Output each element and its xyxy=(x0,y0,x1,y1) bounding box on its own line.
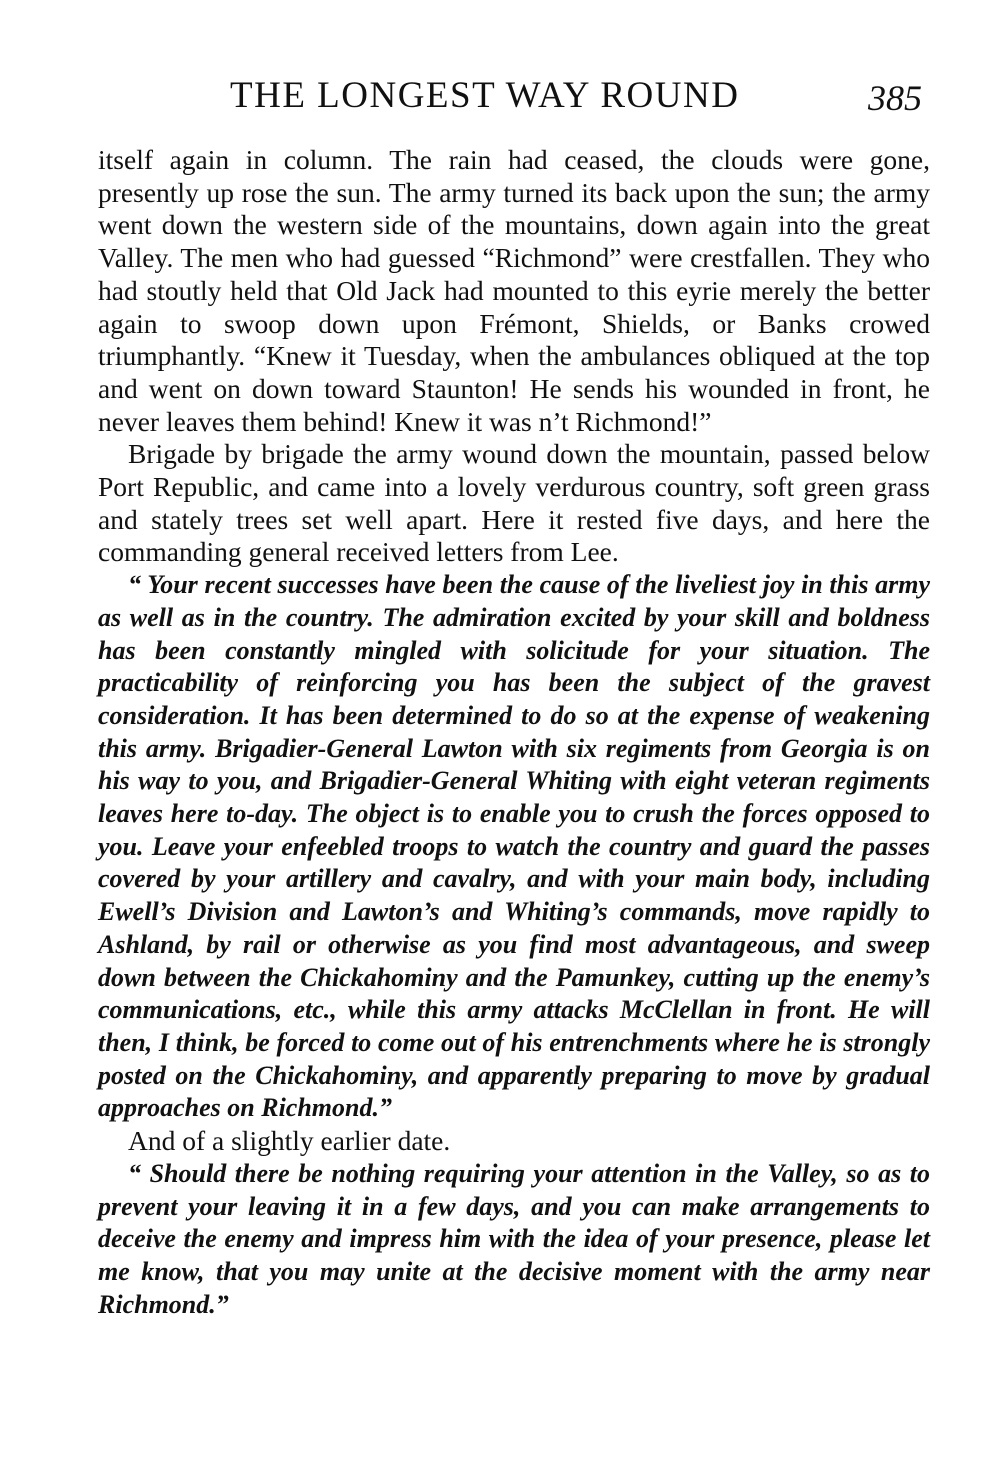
body-text xyxy=(98,144,930,1321)
paragraph-brigade-rest: Brigade by brigade the army wound down the mountain, passed below Port Republic, and came into a lovely verdurous country, soft green grass and stately trees set well apart. Here it rested five days, and here the commanding general received letters from Lee. xyxy=(98,438,930,568)
running-head xyxy=(98,70,930,122)
quoted-letter-lee-earlier: “ Should there be nothing requiring your attention in the Valley, so as to prevent your leaving it in a few days, and you can make arrangements to deceive the enemy and impress him with the idea of your presence, please let me know, that you may unite at the decisive moment with the army near Richmond.” xyxy=(98,1158,930,1319)
page-number: 385 xyxy=(868,78,922,118)
paragraph-earlier-date: And of a slightly earlier date. xyxy=(128,1125,451,1157)
book-page xyxy=(98,70,930,1321)
paragraph-march-down-mountain: itself again in column. The rain had ceased, the clouds were gone, presently up rose the sun. The army turned its back upon the sun; the army went down the western side of the mountains, down again into the great Valley. The men who had guessed “Richmond” were crestfallen. They who had stoutly held that Old Jack had mounted to this eyrie merely the better again to swoop down upon Frémont, Shields, or Banks crowed triumphantly. “Knew it Tuesday, when the ambulances obliqued at the top and went on down toward Staunton! He sends his wounded in front, he never leaves them behind! Knew it was n’t Richmond!” xyxy=(98,144,930,437)
running-title: THE LONGEST WAY ROUND xyxy=(230,75,740,116)
quoted-letter-lee-first: “ Your recent successes have been the cause of the liveliest joy in this army as well as in the country. The admiration excited by your skill and boldness has been constantly mingled with solicitude for your situation. The practicability of reinforcing you has been the subject of the gravest consideration. It has been determined to do so at the expense of weakening this army. Brigadier-General Lawton with six regiments from Georgia is on his way to you, and Brigadier-General Whiting with eight veteran regiments leaves here to-day. The object is to enable you to crush the forces opposed to you. Leave your enfeebled troops to watch the country and guard the passes covered by your artillery and cavalry, and with your main body, including Ewell’s Division and Lawton’s and Whiting’s commands, move rapidly to Ashland, by rail or otherwise as you find most advantageous, and sweep down between the Chickahominy and the Pamunkey, cutting up the enemy’s communications, etc., while this army attacks McClellan in front. He will then, I think, be forced to come out of his entrenchments where he is strongly posted on the Chickahominy, and apparently preparing to move by gradual approaches on Richmond.” xyxy=(98,570,930,1123)
